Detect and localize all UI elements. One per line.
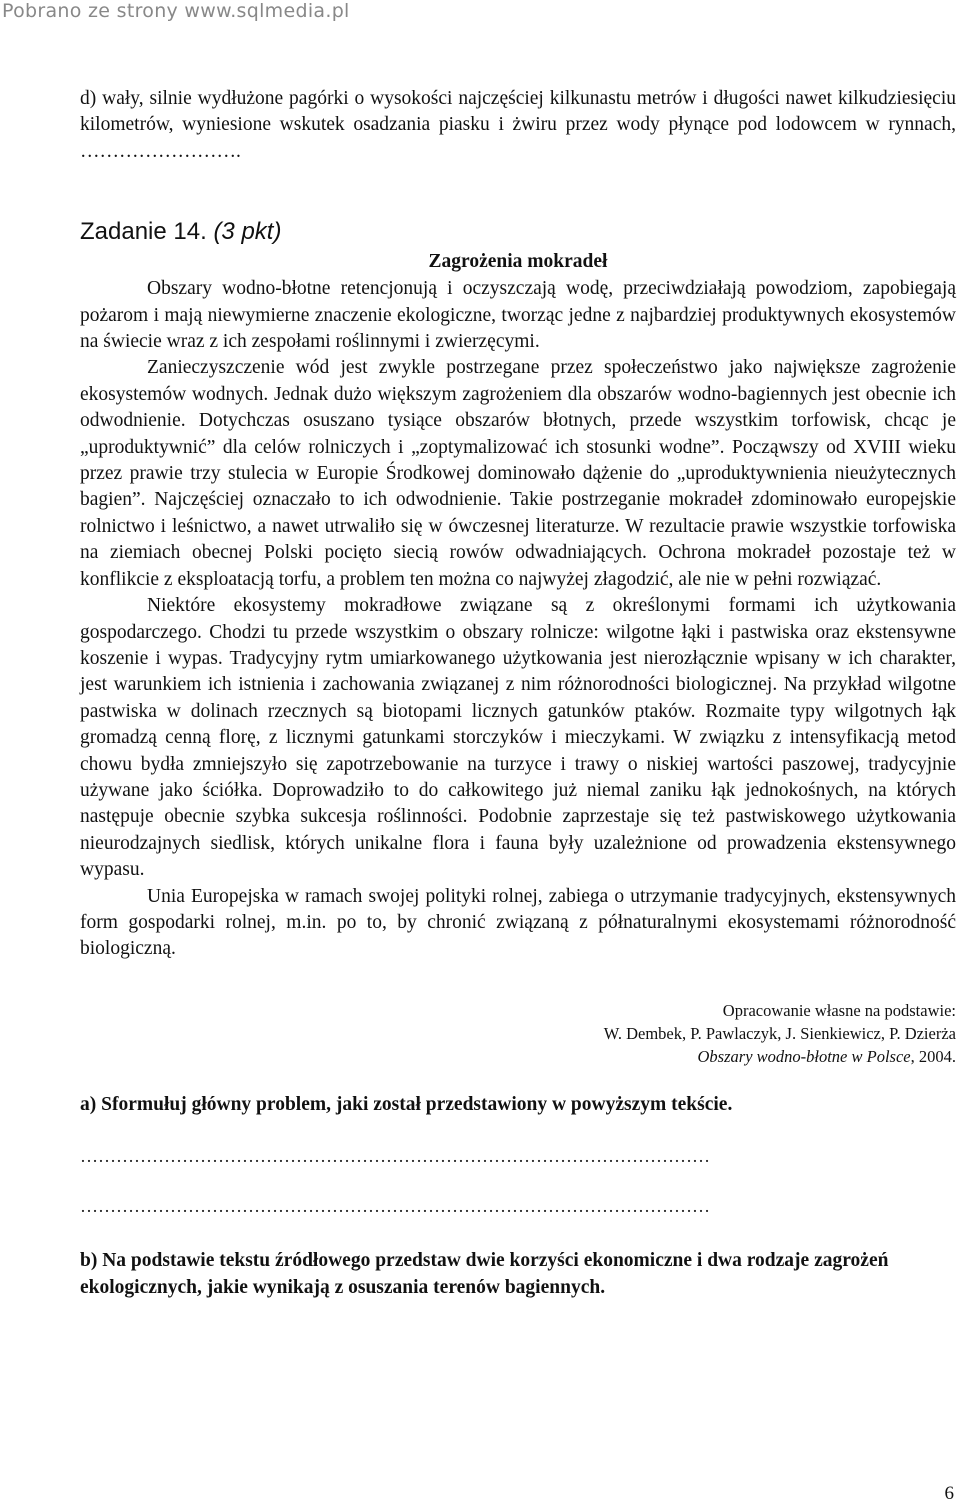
source-line-1: Opracowanie własne na podstawie: <box>722 1000 956 1020</box>
article-title: Zagrożenia mokradeł <box>428 251 608 273</box>
question-b: b) Na podstawie tekstu źródłowego przedstaw dwie korzyści ekonomiczne i dwa rodzaje zagrożeń ekologicznych, jakie wynikają z osuszania terenów bagiennych. <box>80 1250 889 1298</box>
article-paragraph: Zanieczyszczenie wód jest zwykle postrzegane przez społeczeństwo jako największe zagrożenie ekosystemów wodnych. Jednak dużo większym zagrożeniem dla obszarów wodno-bagiennych jest obecnie ich odwodnienie. Dotychczas osuszano tysiące obszarów błotnych, przede wszystkim torfowisk, chcąc je „uproduktywnić” dla celów rolniczych i „zoptymalizować ich stosunki wodne”. Począwszy od XVIII wieku przez prawie trzy stulecia w Europie Środkowej dominowało dążenie do „uproduktywnienia nieużytecznych bagien”. Najczęściej oznaczało to ich odwodnienie. Takie postrzeganie mokradeł zdominowało europejskie rolnictwo i leśnictwo, a nawet utrwaliło się w ówczesnej literaturze. W rezultacie prawie wszystkie torfowiska na ziemiach obecnej Polski pocięto siecią rowów odwadniających. Ochrona mokradeł pozostaje też w konflikcie z eksploatacją torfu, a problem ten można co najwyżej złagodzić, ale nie w pełni rozwiązać. <box>80 357 956 590</box>
article-paragraph: Obszary wodno-błotne retencjonują i oczyszczają wodę, przeciwdziałają powodziom, zapobiegają pożarom i mają niewymierne znaczenie ekologiczne, tworząc jedne z najbardziej produktywnych ekosystemów na świecie wraz z ich zespołami roślinnymi i zwierzęcymi. <box>80 278 956 353</box>
source-citation <box>80 999 956 1068</box>
page-content <box>80 86 956 1321</box>
task-header <box>80 217 956 247</box>
task-points: (3 pkt) <box>213 218 282 246</box>
source-book <box>80 1045 956 1068</box>
source-book-title: Obszary wodno-błotne w Polsce <box>697 1046 911 1066</box>
watermark-text: Pobrano ze strony www.sqlmedia.pl <box>2 0 350 22</box>
article-paragraph: Niektóre ekosystemy mokradłowe związane są z określonymi formami ich użytkowania gospodarczego. Chodzi tu przede wszystkim o obszary rolnicze: wilgotne łąki i pastwiska oraz ekstensywne koszenie i wypas. Tradycyjny rytm umiarkowanego użytkowania jest nierozłącznie wpisany w ich charakter, jest warunkiem ich istnienia i zachowania związanej z nim różnorodności biologicznej. Na przykład wilgotne pastwiska w dolinach rzecznych są biotopami licznych gatunków ptaków. Rozmaite typy wilgotnych łąk gromadzą cenną florę, z licznymi gatunkami storczyków i mieczykami. W związku z intensyfikacją metod chowu bydła zmniejszyło się zapotrzebowanie na turzyce i trawy o niskiej wartości paszowej, tradycyjnie używane jako ściółka. Doprowadziło to do całkowitego już niemal zaniku łąk jednokośnych, na których następuje obecnie szybka sukcesja roślinności. Podobnie zaprzestaje się też pastwiskowego użytkowania nieurodzajnych siedlisk, których unikalne flora i fauna były uzależnione od prowadzenia ekstensywnego wypasu. <box>80 595 956 881</box>
article-paragraph: Unia Europejska w ramach swojej polityki rolnej, zabiega o utrzymanie tradycyjnych, ekstensywnych form gospodarki rolnej, m.in. po to, by chronić związaną z półnaturalnymi ekosystemami różnorodność biologiczną. <box>80 885 956 960</box>
answer-line-a-1[interactable]: …………………………………………………………………………………………… <box>80 1146 710 1167</box>
answer-line-a-2[interactable]: …………………………………………………………………………………………… <box>80 1196 710 1217</box>
source-authors: W. Dembek, P. Pawlaczyk, J. Sienkiewicz, P. Dzierża <box>603 1023 956 1043</box>
intro-paragraph: d) wały, silnie wydłużone pagórki o wysokości najczęściej kilkunastu metrów i długości nawet kilkudziesięciu kilometrów, wyniesione wskutek osadzania piasku i żwiru przez wody płynące pod lodowcem w rynnach, ……………………. <box>80 88 956 162</box>
page-number: 6 <box>944 1483 954 1504</box>
question-a: a) Sformułuj główny problem, jaki został przedstawiony w powyższym tekście. <box>80 1093 733 1115</box>
source-book-year: , 2004. <box>910 1046 956 1066</box>
task-label: Zadanie 14. <box>80 218 207 246</box>
